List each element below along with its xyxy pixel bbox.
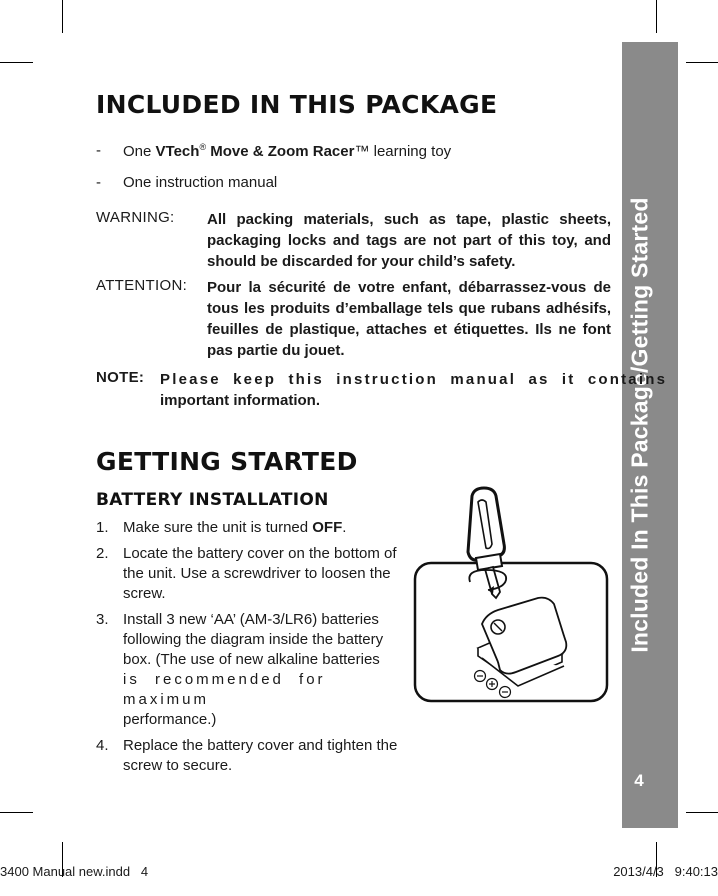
- step-text-pre: Make sure the unit is turned: [123, 519, 313, 536]
- step-number: 4.: [96, 737, 109, 754]
- step-text-post: .: [342, 519, 347, 536]
- brand-name: VTech: [155, 143, 200, 160]
- step-text: [123, 518, 406, 538]
- off-word: OFF: [312, 519, 343, 536]
- note-text: [160, 369, 668, 411]
- step-number: 2.: [96, 545, 109, 562]
- step-item: [96, 610, 406, 730]
- registered-mark: ®: [199, 142, 207, 152]
- battery-installation-illustration: [412, 486, 612, 706]
- attention-label: ATTENTION:: [96, 277, 188, 294]
- step-text-spread: is recommended for maximum: [123, 671, 326, 708]
- note-line-2: important information.: [160, 392, 320, 409]
- crop-mark: [62, 0, 63, 33]
- getting-started-heading: GETTING STARTED: [96, 447, 358, 476]
- step-text-main: Install 3 new ‘AA’ (AM-3/LR6) batteries following the diagram inside the battery box. (The use of new alkaline batteries: [123, 611, 384, 668]
- footer-timestamp: 2013/4/3 9:40:13: [613, 864, 718, 879]
- step-item: [96, 518, 406, 538]
- product-name: Move & Zoom Racer: [206, 143, 355, 160]
- footer-file-info: 3400 Manual new.indd 4: [0, 864, 149, 879]
- attention-text: Pour la sécurité de votre enfant, débarrassez-vous de tous les produits d’emballage tels que rubans adhésifs, feuilles de plastique, attaches et étiquettes. Ils ne font pas partie du jouet.: [207, 279, 611, 359]
- warning-label: WARNING:: [96, 209, 175, 226]
- list-item-text: One instruction manual: [123, 174, 278, 191]
- note-label: NOTE:: [96, 369, 145, 386]
- page-number: 4: [634, 771, 644, 790]
- screwdriver-icon: [468, 488, 506, 598]
- step-text: [123, 610, 406, 730]
- trademark-mark: ™: [354, 143, 370, 160]
- crop-mark: [686, 812, 718, 813]
- step-text: Locate the battery cover on the bottom of the unit. Use a screwdriver to loosen the screw.: [123, 545, 397, 602]
- crop-mark: [686, 62, 718, 63]
- step-item: [96, 736, 406, 776]
- steps-list: [96, 518, 406, 782]
- step-text: Replace the battery cover and tighten the screw to secure.: [123, 737, 398, 774]
- list-item-text: [123, 142, 451, 160]
- sidebar-title: Included In This Package/Getting Started: [626, 197, 653, 653]
- battery-installation-heading: BATTERY INSTALLATION: [96, 490, 329, 510]
- crop-mark: [0, 62, 33, 63]
- bullet-dash: -: [96, 142, 101, 159]
- step-number: 1.: [96, 519, 109, 536]
- item-post: learning toy: [369, 143, 452, 160]
- step-number: 3.: [96, 611, 109, 628]
- crop-mark: [0, 812, 33, 813]
- step-item: [96, 544, 406, 604]
- item-pre: One: [123, 143, 156, 160]
- bullet-dash: -: [96, 174, 101, 191]
- warning-text: All packing materials, such as tape, plastic sheets, packaging locks and tags are not part of this toy, and should be discarded for your child’s safety.: [207, 211, 611, 270]
- crop-mark: [656, 0, 657, 33]
- note-line-1: Please keep this instruction manual as it contains: [160, 371, 668, 388]
- step-text-tail: performance.): [123, 711, 217, 728]
- included-heading: INCLUDED IN THIS PACKAGE: [96, 90, 498, 119]
